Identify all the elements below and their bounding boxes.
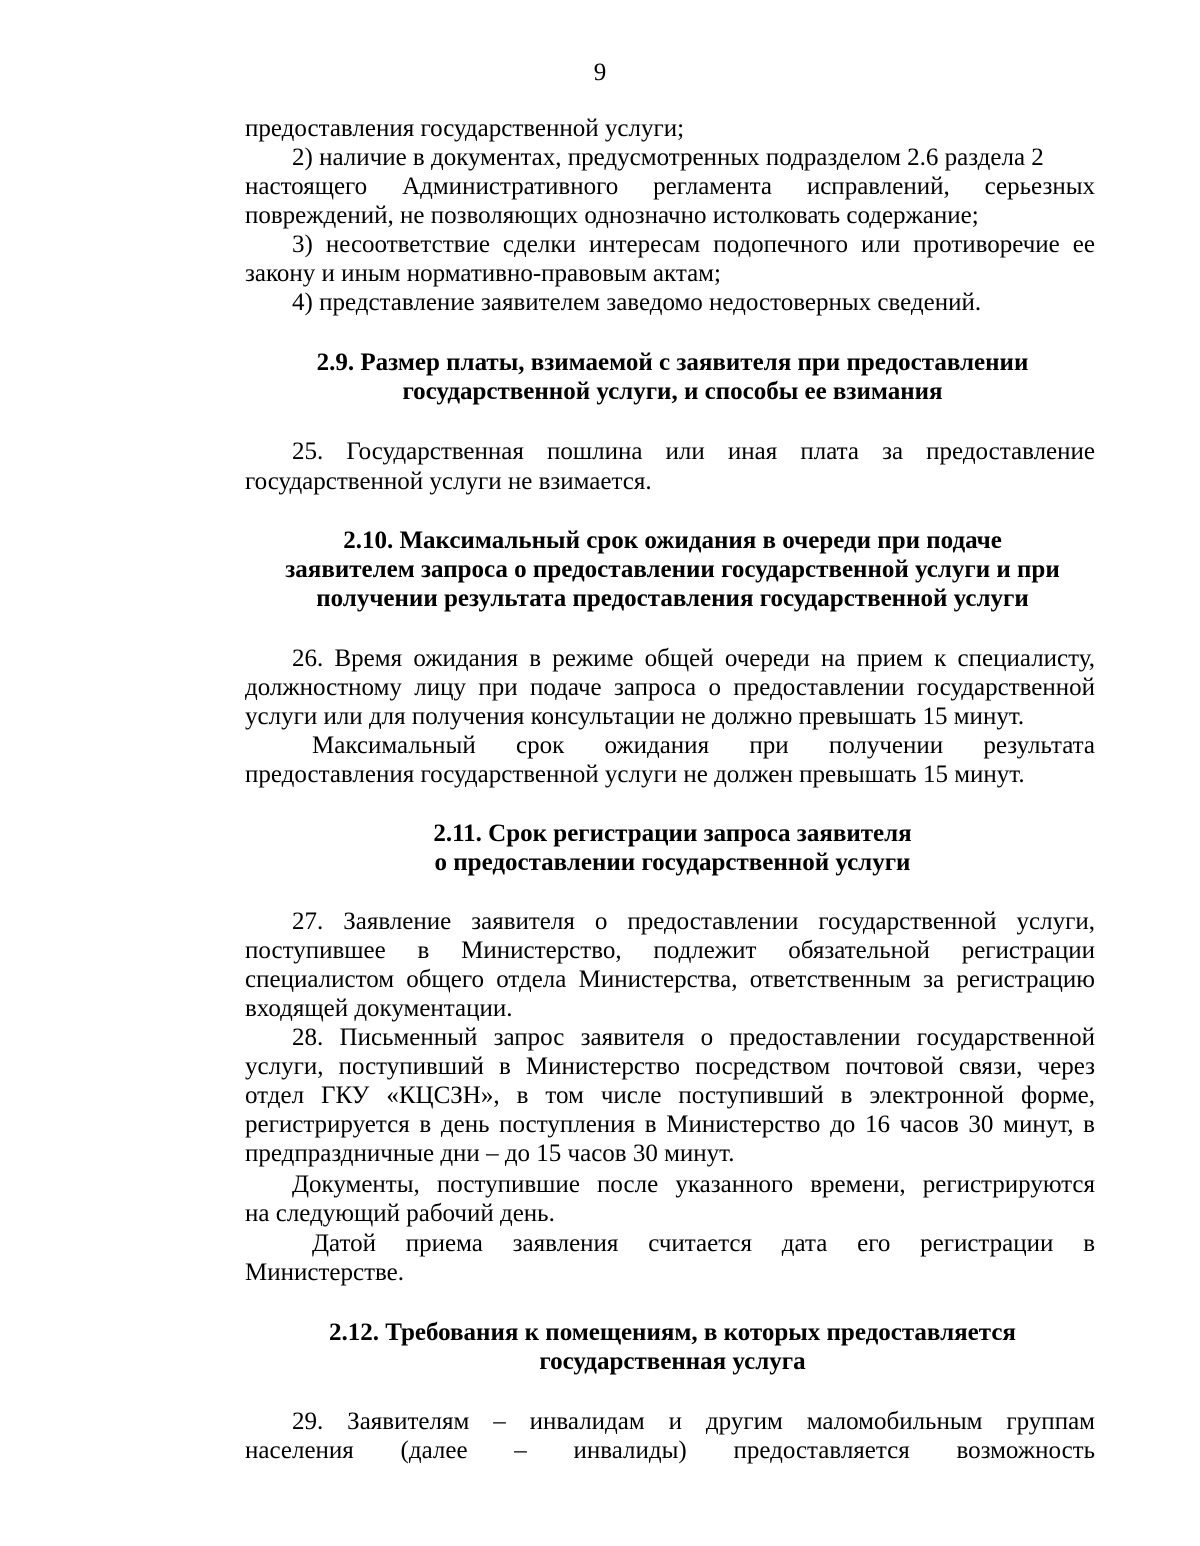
paragraph-28b-line: на следующий рабочий день. — [245, 1200, 555, 1227]
paragraph-28-line: регистрируется в день поступления в Министерство до 16 часов 30 минут, в — [245, 1111, 1095, 1138]
paragraph-28-line: 28. Письменный запрос заявителя о предоставлении государственной — [292, 1024, 1095, 1051]
section-heading-2-11: 2.11. Срок регистрации запроса заявителя о предоставлении государственной услуги — [433, 820, 912, 876]
text-line: закону и иным нормативно-правовым актам; — [245, 260, 721, 287]
paragraph-29-line: 29. Заявителям – инвалидам и другим маломобильным группам — [292, 1408, 1095, 1435]
section-heading-2-9: 2.9. Размер платы, взимаемой с заявителя при предоставлении государственной услуги, и способы ее взимания — [316, 349, 1029, 405]
paragraph-29-line: населения (далее – инвалиды) предоставляется возможность — [245, 1437, 1095, 1464]
paragraph-27-line: 27. Заявление заявителя о предоставлении государственной услуги, — [292, 908, 1095, 935]
list-item-3: 3) несоответствие сделки интересам подопечного или противоречие ее — [292, 231, 1095, 258]
list-item-4: 4) представление заявителем заведомо недостоверных сведений. — [292, 289, 982, 316]
paragraph-28-line: услуги, поступивший в Министерство посредством почтовой связи, через — [245, 1053, 1095, 1080]
paragraph-28b-line: Документы, поступившие после указанного времени, регистрируются — [292, 1171, 1095, 1198]
paragraph-26b-line: Максимальный срок ожидания при получении результата — [312, 732, 1095, 759]
list-item-2: 2) наличие в документах, предусмотренных подразделом 2.6 раздела 2 — [292, 144, 1044, 171]
text-line: предоставления государственной услуги; — [245, 115, 685, 142]
paragraph-25-line: 25. Государственная пошлина или иная плата за предоставление — [292, 438, 1095, 465]
section-heading-2-12: 2.12. Требования к помещениям, в которых предоставляется государственная услуга — [329, 1319, 1016, 1375]
paragraph-28c-line: Министерстве. — [245, 1259, 405, 1286]
text-line: настоящего Административного регламента исправлений, серьезных — [245, 173, 1095, 200]
paragraph-26-line: 26. Время ожидания в режиме общей очереди на прием к специалисту, — [292, 645, 1095, 672]
text-line: повреждений, не позволяющих однозначно истолковать содержание; — [245, 202, 979, 229]
paragraph-27-line: специалистом общего отдела Министерства, ответственным за регистрацию — [245, 966, 1095, 993]
paragraph-28-line: предпраздничные дни – до 15 часов 30 минут. — [245, 1140, 735, 1167]
paragraph-28c-line: Датой приема заявления считается дата его регистрации в — [312, 1230, 1095, 1257]
paragraph-26-line: услуги или для получения консультации не должно превышать 15 минут. — [245, 703, 1025, 730]
paragraph-27-line: входящей документации. — [245, 995, 513, 1022]
page-number: 9 — [593, 59, 607, 86]
paragraph-25-line: государственной услуги не взимается. — [245, 468, 652, 495]
paragraph-26b-line: предоставления государственной услуги не должен превышать 15 минут. — [245, 761, 1025, 788]
paragraph-26-line: должностному лицу при подаче запроса о предоставлении государственной — [245, 674, 1095, 701]
section-heading-2-10: 2.10. Максимальный срок ожидания в очереди при подаче заявителем запроса о предоставлении государственной услуги и при получении результата предоставления государственной услуги — [285, 527, 1060, 612]
paragraph-27-line: поступившее в Министерство, подлежит обязательной регистрации — [245, 937, 1095, 964]
paragraph-28-line: отдел ГКУ «КЦСЗН», в том числе поступивший в электронной форме, — [245, 1082, 1095, 1109]
